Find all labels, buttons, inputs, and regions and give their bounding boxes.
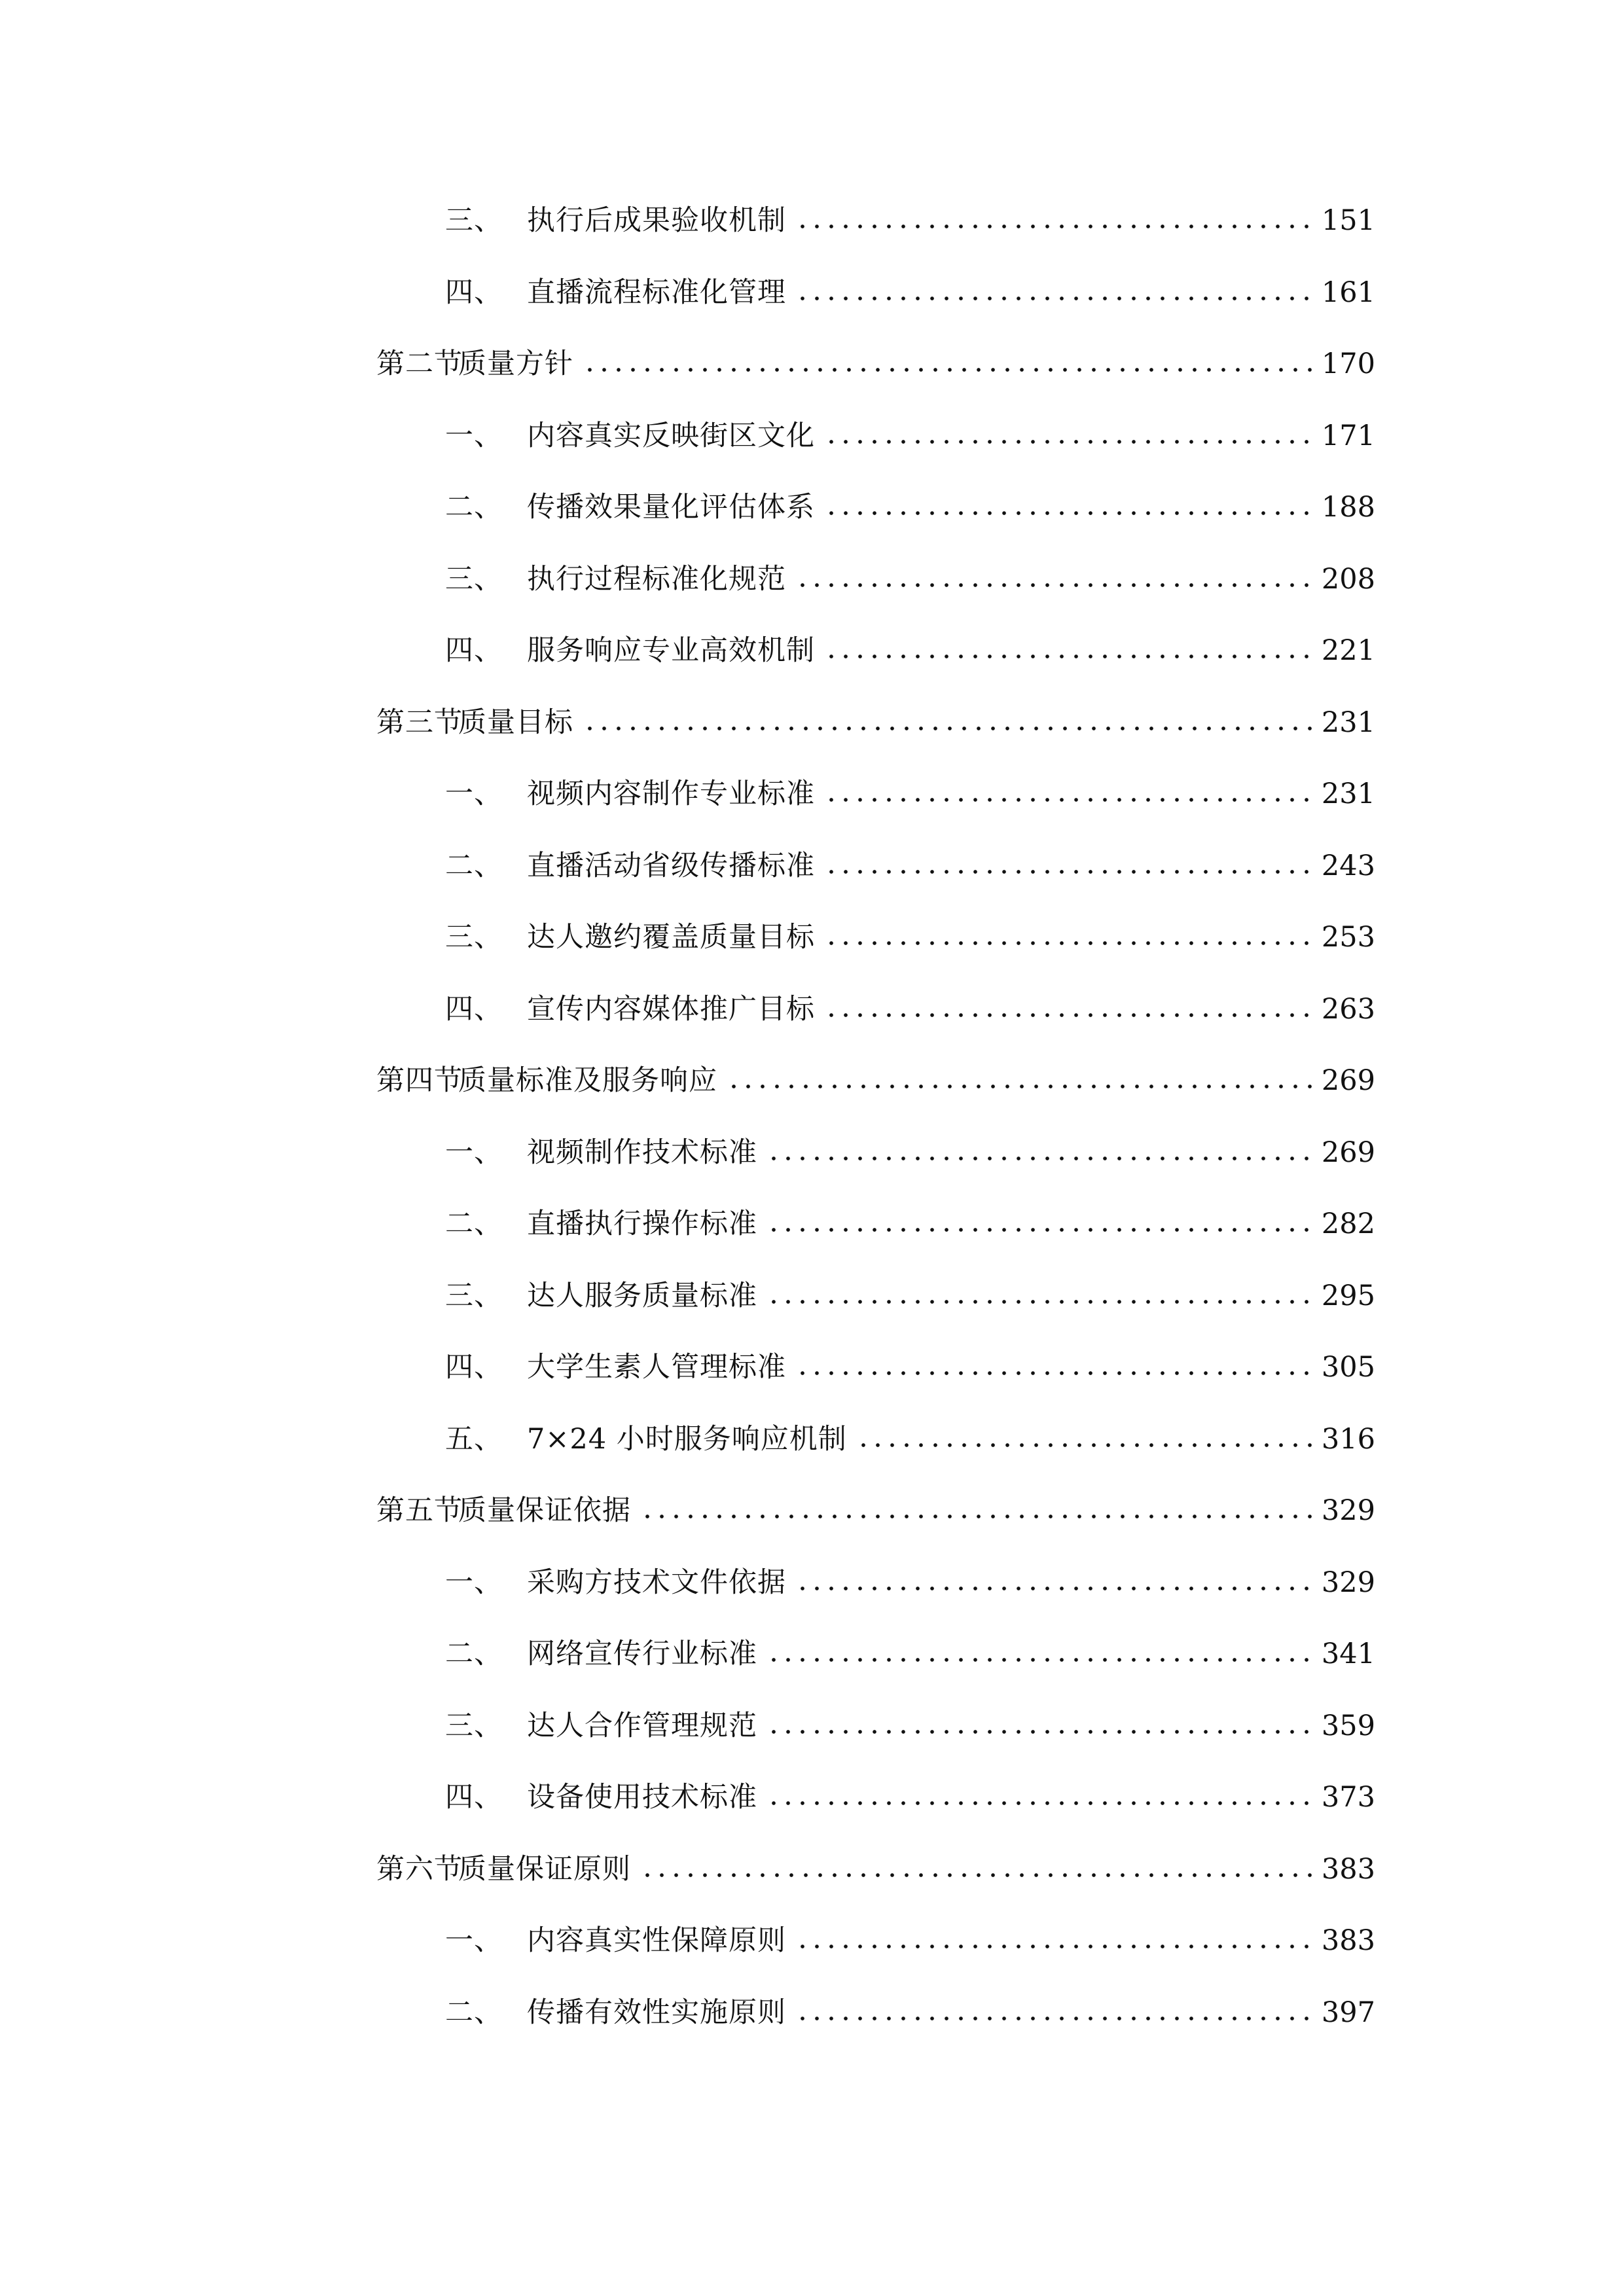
dot-leader [824,1002,1312,1028]
toc-entry[interactable] [445,1778,1375,1817]
toc-entry-number: 二、 [445,850,503,882]
toc-entry[interactable] [445,774,1375,814]
toc-entry-number: 四、 [445,634,503,667]
toc-entry-page: 221 [1321,634,1375,667]
dot-leader [824,930,1312,956]
toc-entry[interactable] [445,1276,1375,1316]
toc-entry-page: 305 [1321,1351,1375,1384]
dot-leader [767,1647,1312,1673]
toc-entry-title: 达人邀约覆盖质量目标 [527,921,815,954]
toc-section-title: 质量方针 [458,348,573,380]
dot-leader [767,1145,1312,1172]
toc-section-page: 170 [1321,348,1375,380]
dot-leader [795,213,1312,240]
dot-leader [767,1289,1312,1315]
toc-entry-page: 383 [1321,1924,1375,1957]
dot-leader [824,643,1312,670]
dot-leader [795,1575,1312,1602]
toc-entry-page: 263 [1321,993,1375,1026]
toc-entry-title: 视频内容制作专业标准 [527,778,815,810]
toc-entry-number: 三、 [445,1710,503,1742]
dot-leader [727,1073,1312,1100]
toc-entry[interactable] [445,1563,1375,1602]
dot-leader [856,1432,1312,1458]
dot-leader [767,1719,1312,1745]
toc-entry-number: 四、 [445,1351,503,1384]
toc-entry-page: 171 [1321,420,1375,452]
toc-section[interactable] [376,703,1375,742]
toc-entry-number: 二、 [445,1208,503,1240]
toc-section-page: 269 [1321,1064,1375,1097]
toc-entry-title: 直播执行操作标准 [527,1208,757,1240]
dot-leader [795,572,1312,598]
toc-entry-number: 四、 [445,276,503,309]
toc-entry-title: 执行后成果验收机制 [527,204,786,237]
toc-entry[interactable] [445,990,1375,1029]
toc-entry-number: 三、 [445,1280,503,1312]
toc-entry-number: 二、 [445,1996,503,2029]
toc-entry-number: 一、 [445,1136,503,1169]
toc-section-title: 质量标准及服务响应 [458,1064,717,1097]
toc-entry[interactable] [445,846,1375,886]
toc-entry-number: 五、 [445,1423,503,1456]
toc-entry-title: 网络宣传行业标准 [527,1638,757,1670]
toc-entry-page: 243 [1321,850,1375,882]
toc-entry-page: 151 [1321,204,1375,237]
toc-entry[interactable] [445,1921,1375,1960]
toc-entry-page: 282 [1321,1208,1375,1240]
toc-entry[interactable] [445,488,1375,527]
toc-entry-title: 宣传内容媒体推广目标 [527,993,815,1026]
toc-entry-title: 内容真实性保障原则 [527,1924,786,1957]
dot-leader [795,1933,1312,1960]
toc-entry-title: 传播有效性实施原则 [527,1996,786,2029]
dot-leader [795,285,1312,312]
toc-section-page: 383 [1321,1853,1375,1886]
toc-entry-number: 二、 [445,1638,503,1670]
dot-leader [767,1790,1312,1816]
toc-entry[interactable] [445,1133,1375,1172]
toc-entry-title: 直播流程标准化管理 [527,276,786,309]
toc-entry[interactable] [445,560,1375,599]
toc-section-title: 质量保证原则 [458,1853,631,1886]
toc-entry-number: 四、 [445,1781,503,1814]
toc-entry-page: 269 [1321,1136,1375,1169]
toc-entry[interactable] [445,1993,1375,2032]
toc-entry[interactable] [445,631,1375,670]
toc-section-number: 第四节 [376,1064,463,1097]
toc-entry-title: 达人合作管理规范 [527,1710,757,1742]
toc-entry-number: 一、 [445,1924,503,1957]
toc-entry-title: 设备使用技术标准 [527,1781,757,1814]
toc-section-number: 第五节 [376,1494,463,1527]
toc-entry[interactable] [445,918,1375,957]
dot-leader [824,859,1312,885]
toc-section[interactable] [376,1850,1375,1889]
toc-entry-page: 397 [1321,1996,1375,2029]
dot-leader [824,787,1312,813]
toc-entry-number: 一、 [445,778,503,810]
toc-entry-page: 359 [1321,1710,1375,1742]
toc-entry-number: 二、 [445,491,503,524]
toc-section-number: 第六节 [376,1853,463,1886]
dot-leader [824,429,1312,455]
toc-section-page: 329 [1321,1494,1375,1527]
toc-entry-title: 服务响应专业高效机制 [527,634,815,667]
toc-section-title: 质量保证依据 [458,1494,631,1527]
toc-entry-page: 231 [1321,778,1375,810]
toc-section[interactable] [376,1061,1375,1100]
toc-section-number: 第三节 [376,706,463,739]
toc-entry-title: 达人服务质量标准 [527,1280,757,1312]
toc-section[interactable] [376,344,1375,384]
toc-entry-page: 208 [1321,563,1375,596]
toc-entry-number: 三、 [445,563,503,596]
toc-entry-page: 373 [1321,1781,1375,1814]
dot-leader [767,1217,1312,1243]
toc-entry-title: 视频制作技术标准 [527,1136,757,1169]
dot-leader [795,2005,1312,2032]
toc-entry-number: 三、 [445,204,503,237]
toc-entry[interactable] [445,1204,1375,1244]
toc-section-number: 第二节 [376,348,463,380]
dot-leader [795,1360,1312,1386]
toc-entry[interactable] [445,1634,1375,1674]
dot-leader [583,357,1312,383]
toc-entry-title: 采购方技术文件依据 [527,1566,786,1599]
dot-leader [640,1503,1312,1530]
dot-leader [583,715,1312,742]
toc-section[interactable] [376,1491,1375,1530]
toc-entry-number: 三、 [445,921,503,954]
toc-entry[interactable] [445,1348,1375,1387]
toc-entry-title: 执行过程标准化规范 [527,563,786,596]
dot-leader [824,500,1312,526]
toc-entry-page: 253 [1321,921,1375,954]
toc-entry[interactable] [445,1706,1375,1746]
toc-entry[interactable] [445,201,1375,240]
toc-entry-title: 大学生素人管理标准 [527,1351,786,1384]
toc-entry[interactable] [445,1420,1375,1459]
toc-entry-title: 内容真实反映街区文化 [527,420,815,452]
toc-entry-page: 316 [1321,1423,1375,1456]
toc-entry-page: 188 [1321,491,1375,524]
dot-leader [640,1862,1312,1888]
toc-entry-page: 295 [1321,1280,1375,1312]
toc-entry-number: 一、 [445,1566,503,1599]
toc-entry-page: 341 [1321,1638,1375,1670]
toc-entry[interactable] [445,416,1375,456]
toc-entry-number: 四、 [445,993,503,1026]
toc-entry-title: 7×24 小时服务响应机制 [527,1423,847,1456]
toc-section-title: 质量目标 [458,706,573,739]
toc-entry-title: 传播效果量化评估体系 [527,491,815,524]
toc-section-page: 231 [1321,706,1375,739]
toc-entry-page: 161 [1321,276,1375,309]
toc-entry[interactable] [445,273,1375,312]
toc-entry-title: 直播活动省级传播标准 [527,850,815,882]
toc-entry-page: 329 [1321,1566,1375,1599]
toc-entry-number: 一、 [445,420,503,452]
